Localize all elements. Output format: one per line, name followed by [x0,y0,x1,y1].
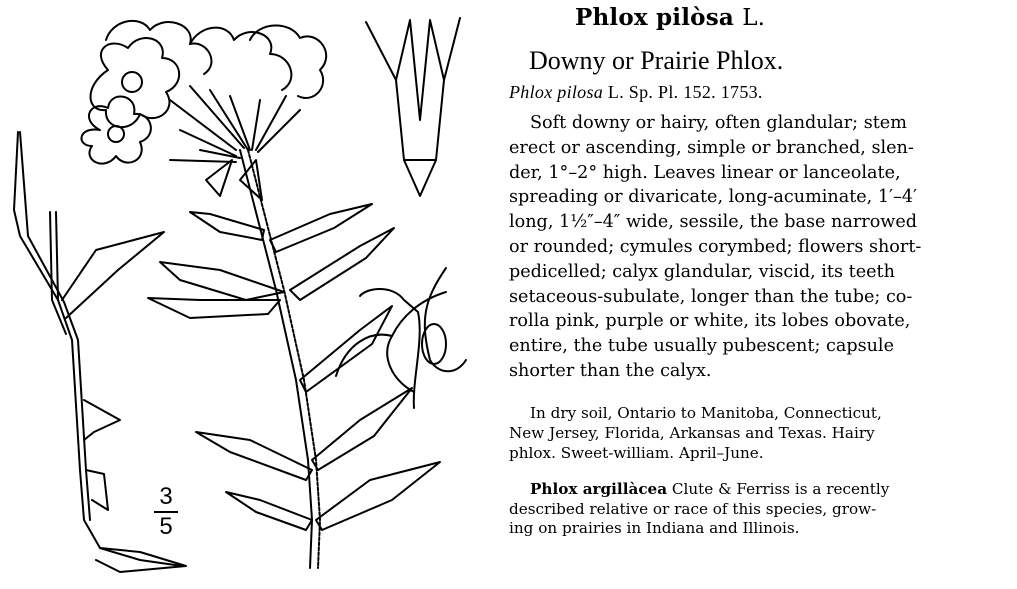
plant-illustration [0,0,505,589]
citation [509,82,763,103]
related-species-paragraph [509,480,1009,539]
description-line: entire, the tube usually pubescent; capsule [509,336,894,357]
related-line: ing on prairies in Indiana and Illinois. [509,519,800,537]
description-line: or rounded; cymules corymbed; flowers short- [509,236,922,257]
range-line: New Jersey, Florida, Arkansas and Texas. Hairy [509,423,875,442]
flower-detail-drawing [336,268,466,408]
flower-cluster-drawing [82,21,327,200]
range-line: In dry soil, Ontario to Manitoba, Connecticut, [530,404,882,422]
scale-denominator: 5 [159,513,173,540]
related-line: described relative or race of this species, grow- [509,499,877,518]
description-paragraph [509,111,1009,384]
citation-name: Phlox pilosa [509,82,604,102]
description-line: setaceous-subulate, longer than the tube; co- [509,286,913,307]
species-title [575,4,765,31]
common-name: Downy or Prairie Phlox. [529,46,784,75]
scale-label [152,484,180,540]
related-line-rest: Clute & Ferriss is a recently [667,480,890,498]
description-line: erect or ascending, simple or branched, slen- [509,137,914,158]
description-line: shorter than the calyx. [509,360,712,381]
range-line: phlox. Sweet-william. April–June. [509,443,764,462]
description-line: spreading or divaricate, long-acuminate, 1′–4′ [509,187,918,208]
description-line: Soft downy or hairy, often glandular; stem [530,113,907,133]
calyx-detail-drawing [366,18,460,196]
species-name: Phlox pilòsa [575,4,734,31]
main-stem-drawing [240,150,320,568]
phlox-drawing [0,0,505,589]
description-line: rolla pink, purple or white, its lobes obovate, [509,311,911,332]
text-column [505,0,1013,589]
description-line: long, 1½″–4″ wide, sessile, the base narrowed [509,212,918,233]
related-line [509,480,1009,500]
citation-rest: L. Sp. Pl. 152. 1753. [607,82,763,102]
description-line: der, 1°–2° high. Leaves linear or lanceolate, [509,162,901,183]
scale-numerator: 3 [159,483,173,510]
range-paragraph [509,404,1009,463]
species-authority: L. [742,5,766,31]
related-species-name: Phlox argillàcea [530,480,668,498]
description-line: pedicelled; calyx glandular, viscid, its teeth [509,261,895,282]
